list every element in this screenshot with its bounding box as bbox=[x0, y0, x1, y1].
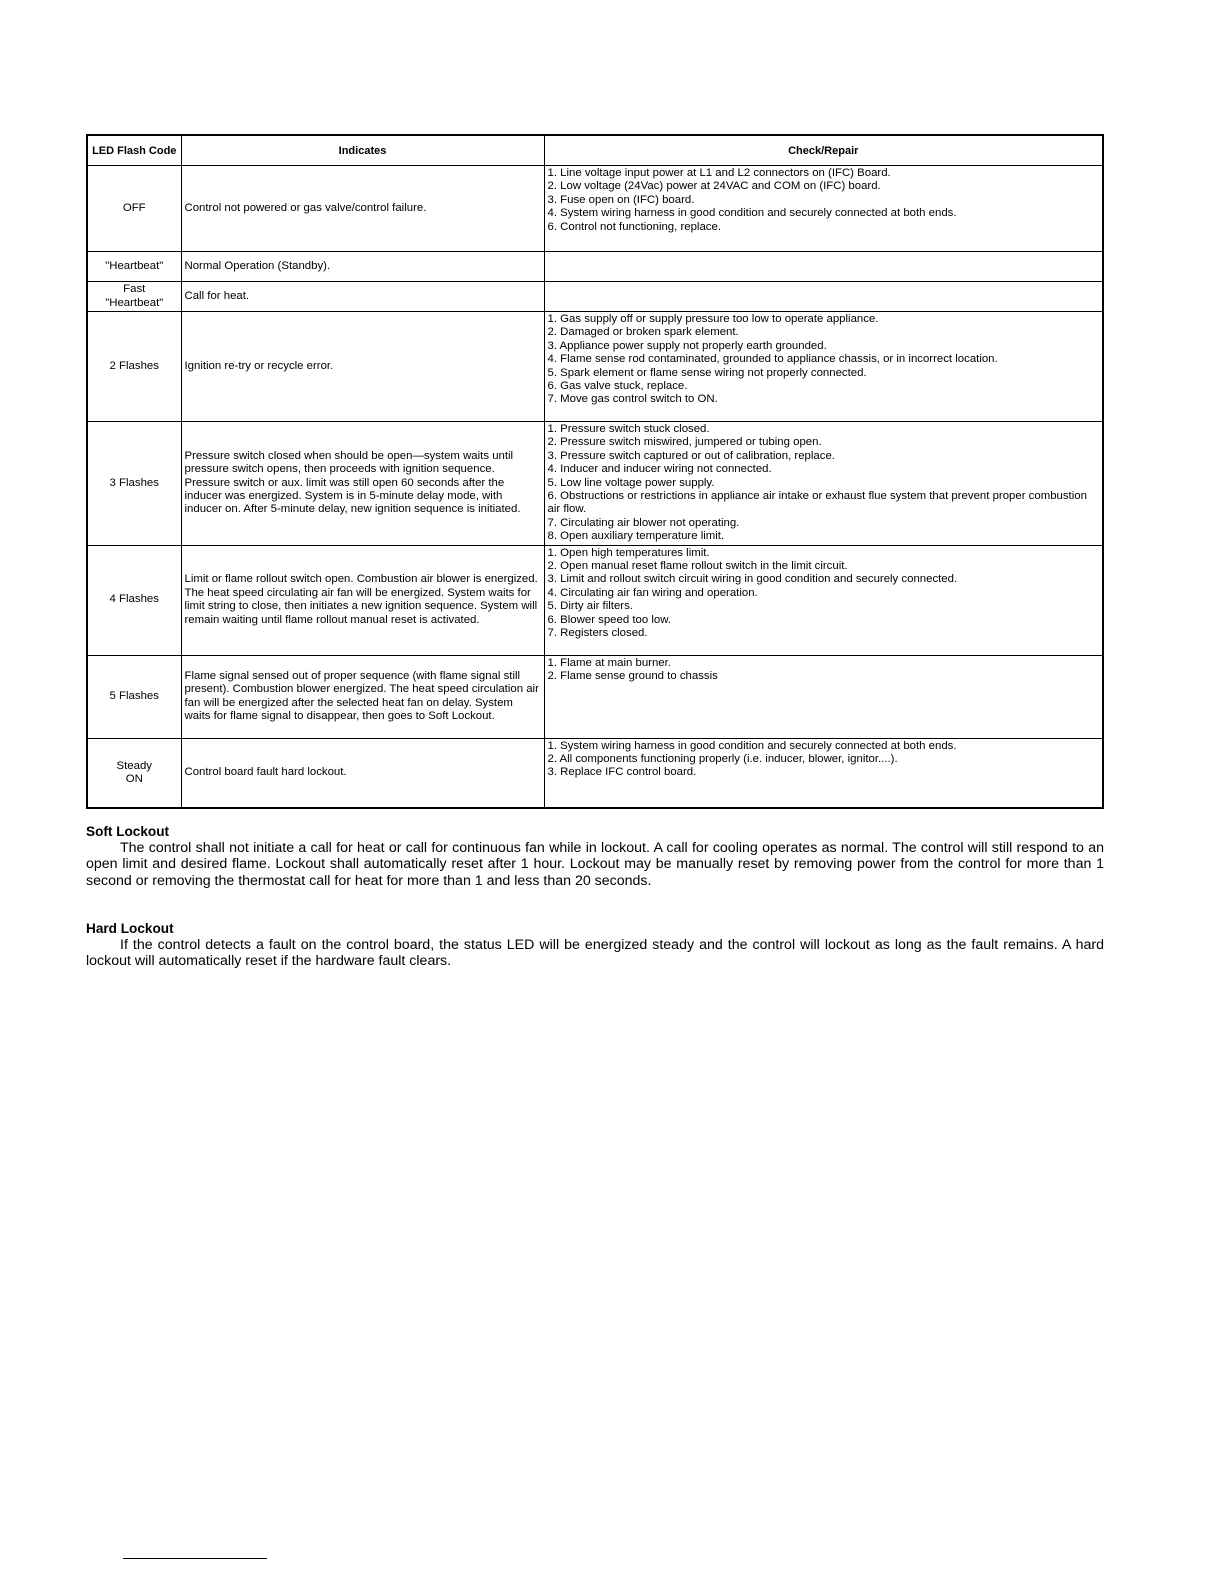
table-header-row bbox=[87, 135, 1103, 166]
hard-lockout-section bbox=[86, 921, 1104, 970]
check-item: 2. Flame sense ground to chassis bbox=[547, 670, 718, 683]
table-row bbox=[87, 252, 1103, 282]
indicates-cell: Pressure switch closed when should be open—system waits until pressure switch opens, then proceeds with ignition sequence. Pressure switch or aux. limit was still open 60 seconds after the inducer was energized. System is in 5-minute delay mode, with inducer on. After 5-minute delay, new ignition sequence is initiated. bbox=[181, 422, 544, 546]
led-code-text: OFF bbox=[122, 201, 146, 214]
check-repair-cell bbox=[544, 312, 1103, 422]
check-repair-cell bbox=[544, 655, 1103, 738]
check-item: 2. Low voltage (24Vac) power at 24VAC and COM on (IFC) board. bbox=[547, 180, 881, 193]
table-row bbox=[87, 545, 1103, 655]
indicates-cell: Normal Operation (Standby). bbox=[181, 252, 544, 282]
check-item: 1. System wiring harness in good condition and securely connected at both ends. bbox=[547, 739, 957, 752]
table-row bbox=[87, 312, 1103, 422]
led-code-cell bbox=[87, 312, 181, 422]
check-item: 7. Circulating air blower not operating. bbox=[547, 516, 740, 529]
header-led-flash-code: LED Flash Code bbox=[87, 135, 181, 166]
check-list bbox=[548, 423, 1100, 544]
led-code-text: 5 Flashes bbox=[109, 689, 159, 702]
check-item: 6. Obstructions or restrictions in appliance air intake or exhaust flue system that prevent proper combustion air flow. bbox=[547, 490, 1087, 516]
check-item: 1. Flame at main burner. bbox=[547, 656, 671, 669]
led-flash-code-table bbox=[86, 134, 1104, 809]
check-item: 1. Gas supply off or supply pressure too low to operate appliance. bbox=[547, 313, 879, 325]
header-indicates: Indicates bbox=[181, 135, 544, 166]
table-row bbox=[87, 166, 1103, 252]
check-item: 7. Registers closed. bbox=[547, 627, 648, 640]
check-list bbox=[548, 740, 1100, 780]
led-code-cell bbox=[87, 545, 181, 655]
soft-lockout-heading: Soft Lockout bbox=[86, 824, 170, 839]
check-item: 3. Appliance power supply not properly earth grounded. bbox=[547, 339, 827, 352]
check-item: 6. Gas valve stuck, replace. bbox=[547, 380, 688, 393]
led-code-text: 2 Flashes bbox=[109, 359, 159, 372]
check-item: 4. Flame sense rod contaminated, grounded to appliance chassis, or in incorrect location. bbox=[547, 353, 998, 366]
check-item: 4. Circulating air fan wiring and operation. bbox=[547, 586, 758, 599]
check-list bbox=[548, 313, 1100, 407]
check-item: 4. Inducer and inducer wiring not connected. bbox=[547, 463, 772, 476]
check-repair-cell bbox=[544, 422, 1103, 546]
check-item: 4. System wiring harness in good condition and securely connected at both ends. bbox=[547, 207, 957, 220]
hard-lockout-heading: Hard Lockout bbox=[86, 921, 174, 936]
led-code-text: Steady ON bbox=[116, 759, 152, 785]
table-row bbox=[87, 422, 1103, 546]
check-item: 2. Open manual reset flame rollout switch in the limit circuit. bbox=[547, 560, 848, 573]
led-code-cell bbox=[87, 738, 181, 808]
table-row bbox=[87, 738, 1103, 808]
indicates-cell: Limit or flame rollout switch open. Combustion air blower is energized. The heat speed circulating air fan will be energized. System waits for limit string to close, then initiates a new ignition sequence. System will remain waiting until flame rollout manual reset is activated. bbox=[181, 545, 544, 655]
led-code-cell bbox=[87, 166, 181, 252]
check-list bbox=[548, 657, 1100, 684]
check-repair-cell bbox=[544, 282, 1103, 312]
hard-lockout-body: If the control detects a fault on the control board, the status LED will be energized steady and the control will lockout as long as the fault remains. A hard lockout will automatically reset if the hardware fault clears. bbox=[86, 937, 1104, 970]
led-code-cell bbox=[87, 252, 181, 282]
check-item: 8. Open auxiliary temperature limit. bbox=[547, 530, 725, 543]
indicates-cell: Control not powered or gas valve/control failure. bbox=[181, 166, 544, 252]
check-repair-cell bbox=[544, 545, 1103, 655]
led-code-text: 3 Flashes bbox=[109, 476, 159, 489]
led-code-text: 4 Flashes bbox=[109, 593, 159, 606]
check-repair-cell bbox=[544, 738, 1103, 808]
check-item: 3. Pressure switch captured or out of calibration, replace. bbox=[547, 449, 835, 462]
check-item: 7. Move gas control switch to ON. bbox=[547, 393, 718, 406]
indicates-cell: Ignition re-try or recycle error. bbox=[181, 312, 544, 422]
led-code-cell bbox=[87, 282, 181, 312]
check-item: 1. Open high temperatures limit. bbox=[547, 546, 710, 559]
led-code-cell bbox=[87, 655, 181, 738]
check-list bbox=[548, 167, 1100, 234]
led-code-cell bbox=[87, 422, 181, 546]
check-item: 3. Fuse open on (IFC) board. bbox=[547, 193, 695, 206]
header-check-repair: Check/Repair bbox=[544, 135, 1103, 166]
soft-lockout-body: The control shall not initiate a call for heat or call for continuous fan while in lockout. A call for cooling operates as normal. The control will still respond to an open limit and desired flame. Lockout shall automatically reset after 1 hour. Lockout may be manually reset by removing power from the control for more than 1 second or removing the thermostat call for heat for more than 1 and less than 20 seconds. bbox=[86, 840, 1104, 889]
check-item: 5. Dirty air filters. bbox=[547, 600, 633, 613]
check-item: 2. All components functioning properly (i.e. inducer, blower, ignitor....). bbox=[547, 753, 898, 766]
table-row bbox=[87, 655, 1103, 738]
indicates-cell: Call for heat. bbox=[181, 282, 544, 312]
check-item: 5. Low line voltage power supply. bbox=[547, 476, 715, 489]
check-item: 1. Pressure switch stuck closed. bbox=[547, 423, 710, 435]
table-row bbox=[87, 282, 1103, 312]
table-body bbox=[87, 166, 1103, 809]
check-item: 3. Replace IFC control board. bbox=[547, 766, 697, 779]
led-code-text: "Heartbeat" bbox=[105, 259, 164, 272]
indicates-cell: Flame signal sensed out of proper sequence (with flame signal still present). Combustion blower energized. The heat speed circulation air fan will be energized after the selected heat fan on delay. System waits for flame signal to disappear, then goes to Soft Lockout. bbox=[181, 655, 544, 738]
check-item: 6. Blower speed too low. bbox=[547, 613, 671, 626]
soft-lockout-section bbox=[86, 824, 1104, 889]
footnote-divider bbox=[123, 1558, 267, 1559]
check-list bbox=[548, 547, 1100, 641]
check-item: 6. Control not functioning, replace. bbox=[547, 220, 721, 233]
indicates-cell: Control board fault hard lockout. bbox=[181, 738, 544, 808]
check-item: 2. Damaged or broken spark element. bbox=[547, 326, 739, 339]
check-item: 1. Line voltage input power at L1 and L2 connectors on (IFC) Board. bbox=[547, 167, 891, 179]
check-item: 3. Limit and rollout switch circuit wiring in good condition and securely connected. bbox=[547, 573, 958, 586]
led-code-text: Fast "Heartbeat" bbox=[105, 283, 164, 309]
check-item: 2. Pressure switch miswired, jumpered or tubing open. bbox=[547, 436, 822, 449]
check-repair-cell bbox=[544, 166, 1103, 252]
check-repair-cell bbox=[544, 252, 1103, 282]
check-item: 5. Spark element or flame sense wiring not properly connected. bbox=[547, 366, 867, 379]
